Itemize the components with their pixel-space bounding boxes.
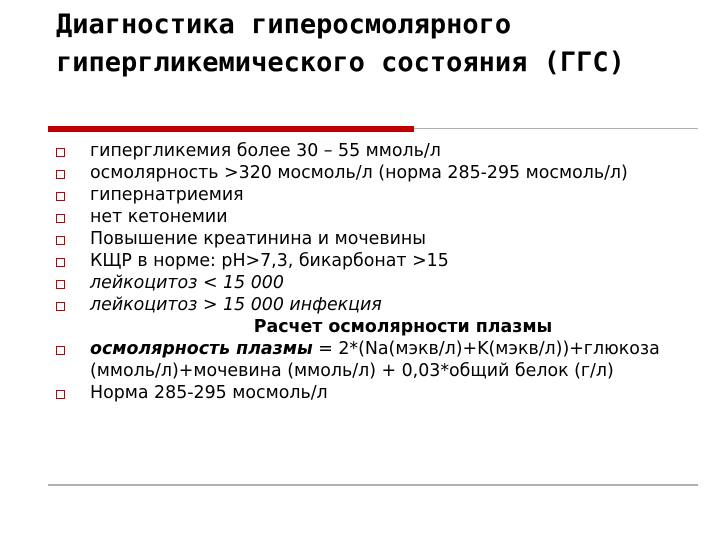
list-item-text: Повышение креатинина и мочевины	[90, 229, 426, 249]
list-item-text: нет кетонемии	[90, 207, 228, 227]
list-item-text: осмолярность >320 мосмоль/л (норма 285-295 мосмоль/л)	[90, 163, 628, 183]
list-item	[56, 228, 716, 250]
square-bullet-icon	[56, 170, 65, 179]
square-bullet-icon	[56, 390, 65, 399]
square-bullet-icon	[56, 236, 65, 245]
subheading	[56, 316, 716, 338]
title-underline-line	[414, 128, 698, 129]
list-item-text: гипернатриемия	[90, 185, 244, 205]
list-item	[56, 294, 716, 316]
list-item	[56, 140, 716, 162]
list-item	[56, 338, 716, 382]
formula-text: = 2*(Na(мэкв/л)+K(мэкв/л))+глюкоза (ммоль/л)+мочевина (ммоль/л) + 0,03*общий белок (г/л)	[90, 339, 660, 381]
square-bullet-icon	[56, 148, 65, 157]
list-item	[56, 250, 716, 272]
subheading-text: Расчет осмолярности плазмы	[253, 317, 553, 337]
bottom-divider	[48, 484, 698, 486]
bullet-list	[56, 140, 716, 404]
title-underline-accent	[48, 126, 414, 132]
square-bullet-icon	[56, 346, 65, 355]
list-item	[56, 382, 716, 404]
list-item	[56, 206, 716, 228]
formula-label: осмолярность плазмы	[90, 339, 313, 359]
list-item	[56, 272, 716, 294]
list-item-text: Норма 285-295 мосмоль/л	[90, 383, 328, 403]
title-underline	[48, 126, 698, 134]
square-bullet-icon	[56, 280, 65, 289]
slide-title: Диагностика гиперосмолярного гипергликемического состояния (ГГС)	[56, 9, 625, 78]
square-bullet-icon	[56, 258, 65, 267]
list-item-text: КЩР в норме: рН>7,3, бикарбонат >15	[90, 251, 449, 271]
list-item	[56, 162, 716, 184]
list-item-text: гипергликемия более 30 – 55 ммоль/л	[90, 141, 441, 161]
list-item	[56, 184, 716, 206]
list-item-text: лейкоцитоз > 15 000 инфекция	[90, 295, 382, 315]
square-bullet-icon	[56, 192, 65, 201]
square-bullet-icon	[56, 214, 65, 223]
list-item-text: лейкоцитоз < 15 000	[90, 273, 284, 293]
square-bullet-icon	[56, 302, 65, 311]
